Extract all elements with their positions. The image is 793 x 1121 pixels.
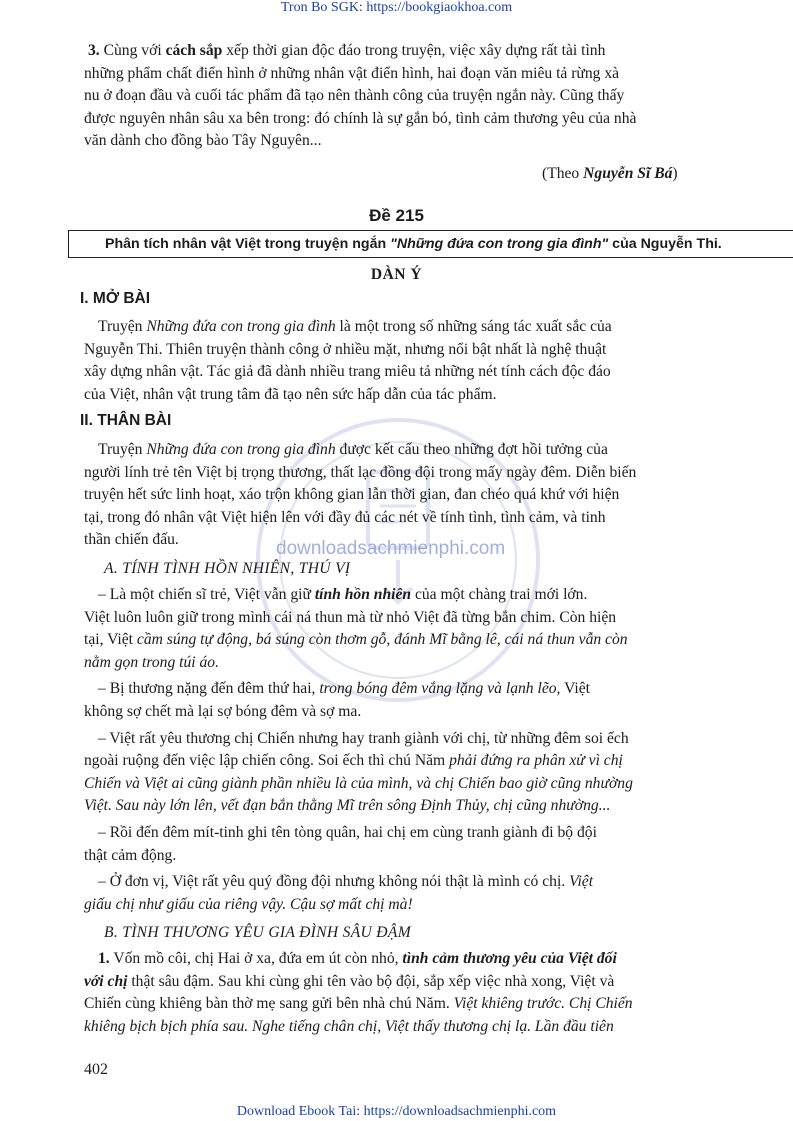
quote: giấu chị như giấu của riêng vậy. Cậu sợ mất chị mà! bbox=[84, 895, 413, 913]
text-line: nu ở đoạn đầu và cuối tác phẩm đã tạo nên thành công của truyện ngắn này. Cũng thấy bbox=[84, 87, 625, 105]
intro-paragraph bbox=[68, 40, 793, 153]
quote: Chiến và Việt ai cũng giành phần nhiều là của mình, và chị Chiến bao giờ cũng nhường bbox=[84, 774, 633, 792]
subsection-a-body: – Là một chiến sĩ trẻ, Việt vẫn giữ tính hồn nhiên của một chàng trai mới lớn. Việt luôn luôn giữ trong mình cái ná thun mà từ nhỏ Việt đã từng bắn chim. Còn hiện tại, Việt cầm súng tự động, bá súng còn thơm gỗ, đánh Mĩ bằng lê, cái ná thun vẫn còn nằm gọn trong túi áo. – Bị thương nặng đến đêm thứ hai, trong bóng đêm vắng lặng và lạnh lẽo, Việt không sợ chết mà lại sợ bóng đêm và sợ ma. – Việt rất yêu thương chị Chiến nhưng hay tranh giành với chị, từ những đêm soi ếch ngoài ruộng đến việc lập chiến công. Soi ếch thì chú Năm phải đứng ra phân xử vì chị Chiến và Việt ai cũng giành phần nhiều là của mình, và chị Chiến bao giờ cũng nhường Việt. Sau này lớn lên, vết đạn bắn thằng Mĩ trên sông Định Thủy, chị cũng nhường... – Rồi đến đêm mít-tinh ghi tên tòng quân, hai chị em cùng tranh giành đi bộ đội thật cảm động. – Ở đơn vị, Việt rất yêu quý đồng đội nhưng không nói thật là mình có chị. Việt giấu chị như giấu của riêng vậy. Cậu sợ mất chị mà! bbox=[84, 584, 793, 916]
text-line: tại, trong đó nhân vật Việt hiện lên với đầy đủ các nét về tính tình, tình cảm, và tinh bbox=[84, 508, 606, 526]
point-number: 3. bbox=[88, 42, 100, 59]
subsection-b-body: 1. Vốn mồ côi, chị Hai ở xa, đứa em út còn nhỏ, tình cảm thương yêu của Việt đối với chị thật sâu đậm. Sau khi cùng ghi tên vào bộ đội, sắp xếp việc nhà xong, Việt và Chiến cùng khiêng bàn thờ mẹ sang gửi bên nhà chú Năm. Việt khiêng trước. Chị Chiến khiêng bịch bịch phía sau. Nghe tiếng chân chị, Việt thấy thương chị lạ. Lần đầu tiên bbox=[84, 950, 633, 1035]
quote: nằm gọn trong túi áo. bbox=[84, 653, 220, 671]
credit-author: Nguyễn Sĩ Bá bbox=[583, 165, 673, 182]
quote: Việt. Sau này lớn lên, vết đạn bắn thằng Mĩ trên sông Định Thủy, chị cũng nhường... bbox=[84, 797, 611, 815]
text-line: Việt luôn luôn giữ trong mình cái ná thun mà từ nhỏ Việt đã từng bắn chim. Còn hiện bbox=[84, 608, 617, 626]
emphasis: với chị bbox=[84, 972, 128, 990]
text-run: Cùng với bbox=[99, 42, 166, 59]
text-run-bold: cách sắp bbox=[165, 42, 223, 59]
text-line: – Việt rất yêu thương chị Chiến nhưng hay tranh giành với chị, từ những đêm soi ếch bbox=[98, 729, 629, 747]
quote: khiêng bịch bịch phía sau. Nghe tiếng chân chị, Việt thấy thương chị lạ. Lần đầu tiên bbox=[84, 1017, 614, 1035]
work-title: Những đứa con trong gia đình bbox=[146, 441, 336, 458]
quote: Việt khiêng trước. Chị Chiến bbox=[453, 995, 633, 1013]
text-line: xây dựng nhân vật. Tác giả đã dành nhiều trang miêu tả những nét tính cách độc đáo bbox=[84, 363, 611, 381]
topic-box: Phân tích nhân vật Việt trong truyện ngắn "Những đứa con trong gia đình" của Nguyễn Thi. bbox=[68, 230, 793, 258]
work-title: Những đứa con trong gia đình bbox=[146, 318, 336, 335]
section-2-heading: II. THÂN BÀI bbox=[80, 412, 172, 429]
section-2-intro: Truyện Những đứa con trong gia đình được kết cấu theo những đợt hồi tưởng của người lính trẻ tên Việt bị trọng thương, thất lạc đồng đội trong mấy ngày đêm. Diễn biến truyện hết sức linh hoạt, xáo trộn không gian lẫn thời gian, đan chéo quá khứ với hiện tại, trong đó nhân vật Việt hiện lên với đầy đủ các nét về tính tình, tình cảm, và tinh thần chiến đấu. bbox=[84, 439, 793, 552]
watermark-text: downloadsachmienphi.com bbox=[276, 538, 506, 559]
emphasis: tính hồn nhiên bbox=[314, 586, 412, 603]
quote: cầm súng tự động, bá súng còn thơm gỗ, đánh Mĩ bằng lê, cái ná thun vẫn còn bbox=[136, 631, 628, 649]
page-number: 402 bbox=[84, 1061, 108, 1078]
text-line: thần chiến đấu. bbox=[84, 531, 179, 549]
text-line: những phẩm chất điển hình ở những nhân vật điển hình, hai đoạn văn miêu tả rừng xà bbox=[84, 64, 620, 82]
bottom-download-banner[interactable]: Download Ebook Tai: https://downloadsachmienphi.com bbox=[236, 1104, 557, 1119]
text-line: được nguyên nhân sâu xa bên trong: đó chính là sự gắn bó, tình cảm thương yêu của nhà bbox=[84, 109, 637, 127]
exercise-title: Đề 215 bbox=[369, 206, 424, 225]
quote: Việt bbox=[569, 873, 594, 891]
text-run: xếp thời gian độc đáo trong truyện, việc xây dựng rất tài tình bbox=[222, 42, 606, 59]
section-1-heading: I. MỞ BÀI bbox=[80, 290, 151, 307]
quote: trong bóng đêm vắng lặng và lạnh lẽo, bbox=[319, 680, 561, 698]
subsection-a-heading: A. TÍNH TÌNH HỒN NHIÊN, THÚ VỊ bbox=[104, 560, 351, 577]
text-line: văn dành cho đồng bào Tây Nguyên... bbox=[84, 132, 322, 150]
topic-work-title: "Những đứa con trong gia đình" bbox=[390, 236, 609, 252]
subsection-b-heading: B. TÌNH THƯƠNG YÊU GIA ĐÌNH SÂU ĐẬM bbox=[104, 924, 411, 941]
source-credit: (Theo Nguyễn Sĩ Bá) bbox=[542, 165, 678, 182]
text-line: thật cảm động. bbox=[84, 846, 177, 864]
text-line: Nguyễn Thi. Thiên truyện thành công ở nhiều mặt, nhưng nổi bật nhất là nghệ thuật bbox=[84, 340, 607, 358]
outline-heading: DÀN Ý bbox=[370, 266, 423, 283]
top-source-banner[interactable]: Tron Bo SGK: https://bookgiaokhoa.com bbox=[280, 0, 513, 15]
text-line: của Việt, nhân vật trung tâm đã tạo nên sức hấp dẫn của tác phẩm. bbox=[84, 385, 497, 403]
text-line: người lính trẻ tên Việt bị trọng thương, thất lạc đồng đội trong mấy ngày đêm. Diễn biến bbox=[84, 463, 637, 481]
point-number: 1. bbox=[98, 950, 110, 967]
quote: phải đứng ra phân xử vì chị bbox=[449, 752, 623, 770]
text-line: – Rồi đến đêm mít-tinh ghi tên tòng quân, hai chị em cùng tranh giành đi bộ đội bbox=[98, 823, 597, 841]
emphasis: tình cảm thương yêu của Việt đối bbox=[402, 950, 617, 967]
text-line: truyện hết sức linh hoạt, xáo trộn không gian lẫn thời gian, đan chéo quá khứ với hiện bbox=[84, 486, 620, 504]
text-line: không sợ chết mà lại sợ bóng đêm và sợ ma. bbox=[84, 702, 362, 720]
section-1-body: Truyện Những đứa con trong gia đình là một trong số những sáng tác xuất sắc của Nguyễn Thi. Thiên truyện thành công ở nhiều mặt, nhưng nổi bật nhất là nghệ thuật xây dựng nhân vật. Tác giả đã dành nhiều trang miêu tả những nét tính cách độc đáo của Việt, nhân vật trung tâm đã tạo nên sức hấp dẫn của tác phẩm. bbox=[84, 316, 793, 406]
